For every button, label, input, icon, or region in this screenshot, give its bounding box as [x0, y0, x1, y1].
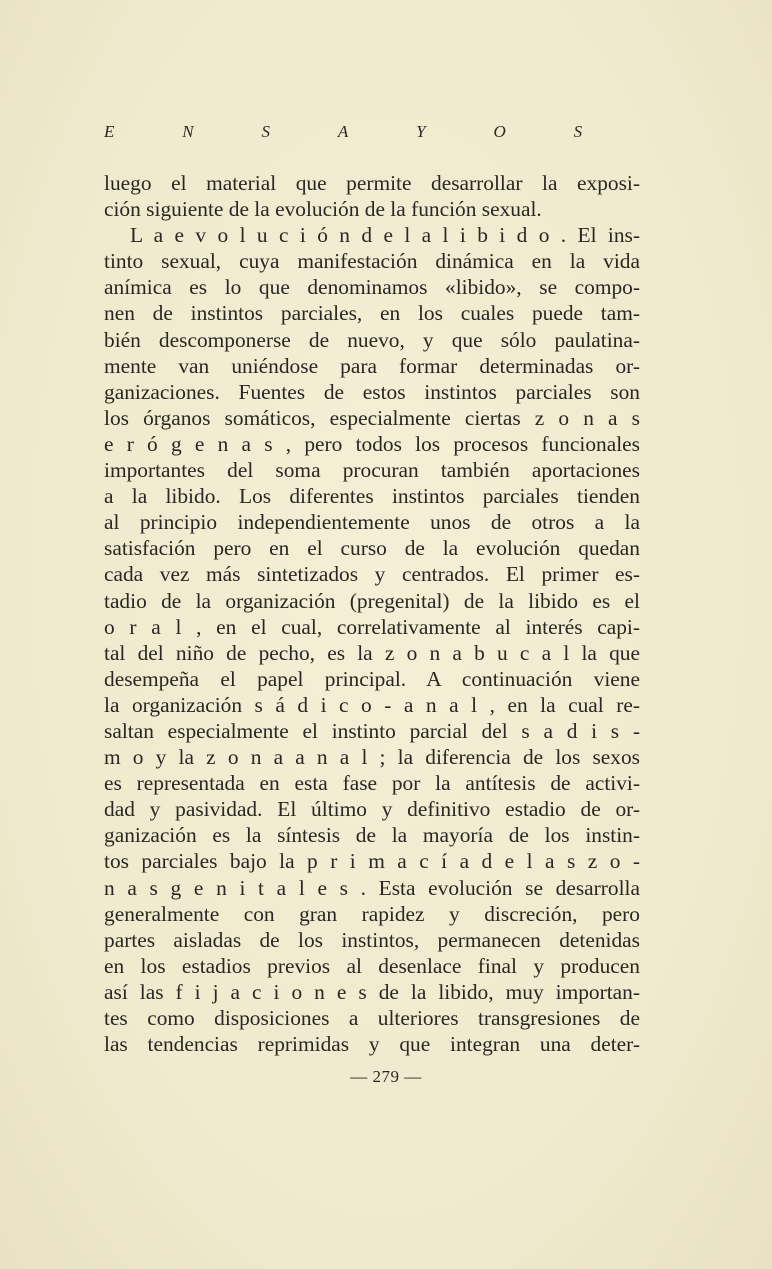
text-line: luego el material que permite desarrollar la exposi- — [104, 171, 640, 195]
header-letter: S — [261, 122, 271, 141]
text-line: saltan especialmente el instinto parcial del s a d i s - — [104, 718, 640, 743]
text-line: bién descomponerse de nuevo, y que sólo paulatina- — [104, 327, 640, 352]
text-line: o r a l , en el cual, correlativamente al interés capi- — [104, 614, 640, 639]
text-line: tes como disposiciones a ulteriores transgresiones de — [104, 1006, 640, 1030]
text-line: a la libido. Los diferentes instintos parciales tienden — [104, 484, 640, 509]
body-text — [104, 170, 640, 1057]
text-line: anímica es lo que denominamos «libido», se compo- — [104, 275, 640, 300]
text-line: m o y la z o n a a n a l ; la diferencia de los sexos — [104, 745, 640, 770]
text-line: satisfación pero en el curso de la evolución quedan — [104, 536, 640, 561]
text-line: cada vez más sintetizados y centrados. El primer es- — [104, 562, 640, 587]
header-letter: E — [104, 122, 116, 141]
text-line: partes aisladas de los instintos, permanecen detenidas — [104, 927, 640, 952]
header-letter: A — [337, 122, 350, 141]
text-line: es representada en esta fase por la antítesis de activi- — [104, 771, 640, 796]
text-line: las tendencias reprimidas y que integran una deter- — [104, 1032, 640, 1057]
header-letter: Y — [416, 122, 427, 141]
text-line: ganización es la síntesis de la mayoría de los instin- — [104, 823, 640, 848]
header-letter: O — [493, 122, 507, 141]
header-letter: S — [573, 122, 584, 141]
text-line: tadio de la organización (pregenital) de la libido es el — [104, 588, 640, 613]
text-line: nen de instintos parciales, en los cuales puede tam- — [104, 301, 640, 326]
text-line: importantes del soma procuran también aportaciones — [104, 458, 640, 483]
text-line: tal del niño de pecho, es la z o n a b u c a l la que — [104, 640, 640, 665]
text-line: tos parciales bajo la p r i m a c í a d e l a s z o - — [104, 849, 640, 874]
text-line: L a e v o l u c i ó n d e l a l i b i d o . El ins- — [130, 223, 640, 248]
text-line: dad y pasividad. El último y definitivo estadio de or- — [104, 797, 640, 822]
running-header — [104, 122, 650, 142]
text-line: n a s g e n i t a l e s . Esta evolución se desarrolla — [104, 875, 640, 900]
text-line: desempeña el papel principal. A continuación viene — [104, 666, 640, 691]
text-line: ción siguiente de la evolución de la función sexual. — [104, 197, 542, 222]
header-letter: N — [182, 122, 195, 141]
text-line: la organización s á d i c o - a n a l , en la cual re- — [104, 692, 640, 717]
text-line: los órganos somáticos, especialmente ciertas z o n a s — [104, 405, 640, 430]
text-line: generalmente con gran rapidez y discreción, pero — [104, 901, 640, 926]
text-line: así las f i j a c i o n e s de la libido, muy importan- — [104, 979, 640, 1004]
text-line: e r ó g e n a s , pero todos los procesos funcionales — [104, 431, 640, 456]
text-line: mente van uniéndose para formar determinadas or- — [104, 353, 640, 378]
text-line: ganizaciones. Fuentes de estos instintos parciales son — [104, 379, 640, 404]
text-line: tinto sexual, cuya manifestación dinámica en la vida — [104, 249, 640, 274]
page-number: — 279 — — [350, 1067, 422, 1086]
text-line: al principio independientemente unos de otros a la — [104, 510, 640, 535]
text-line: en los estadios previos al desenlace final y producen — [104, 953, 640, 978]
